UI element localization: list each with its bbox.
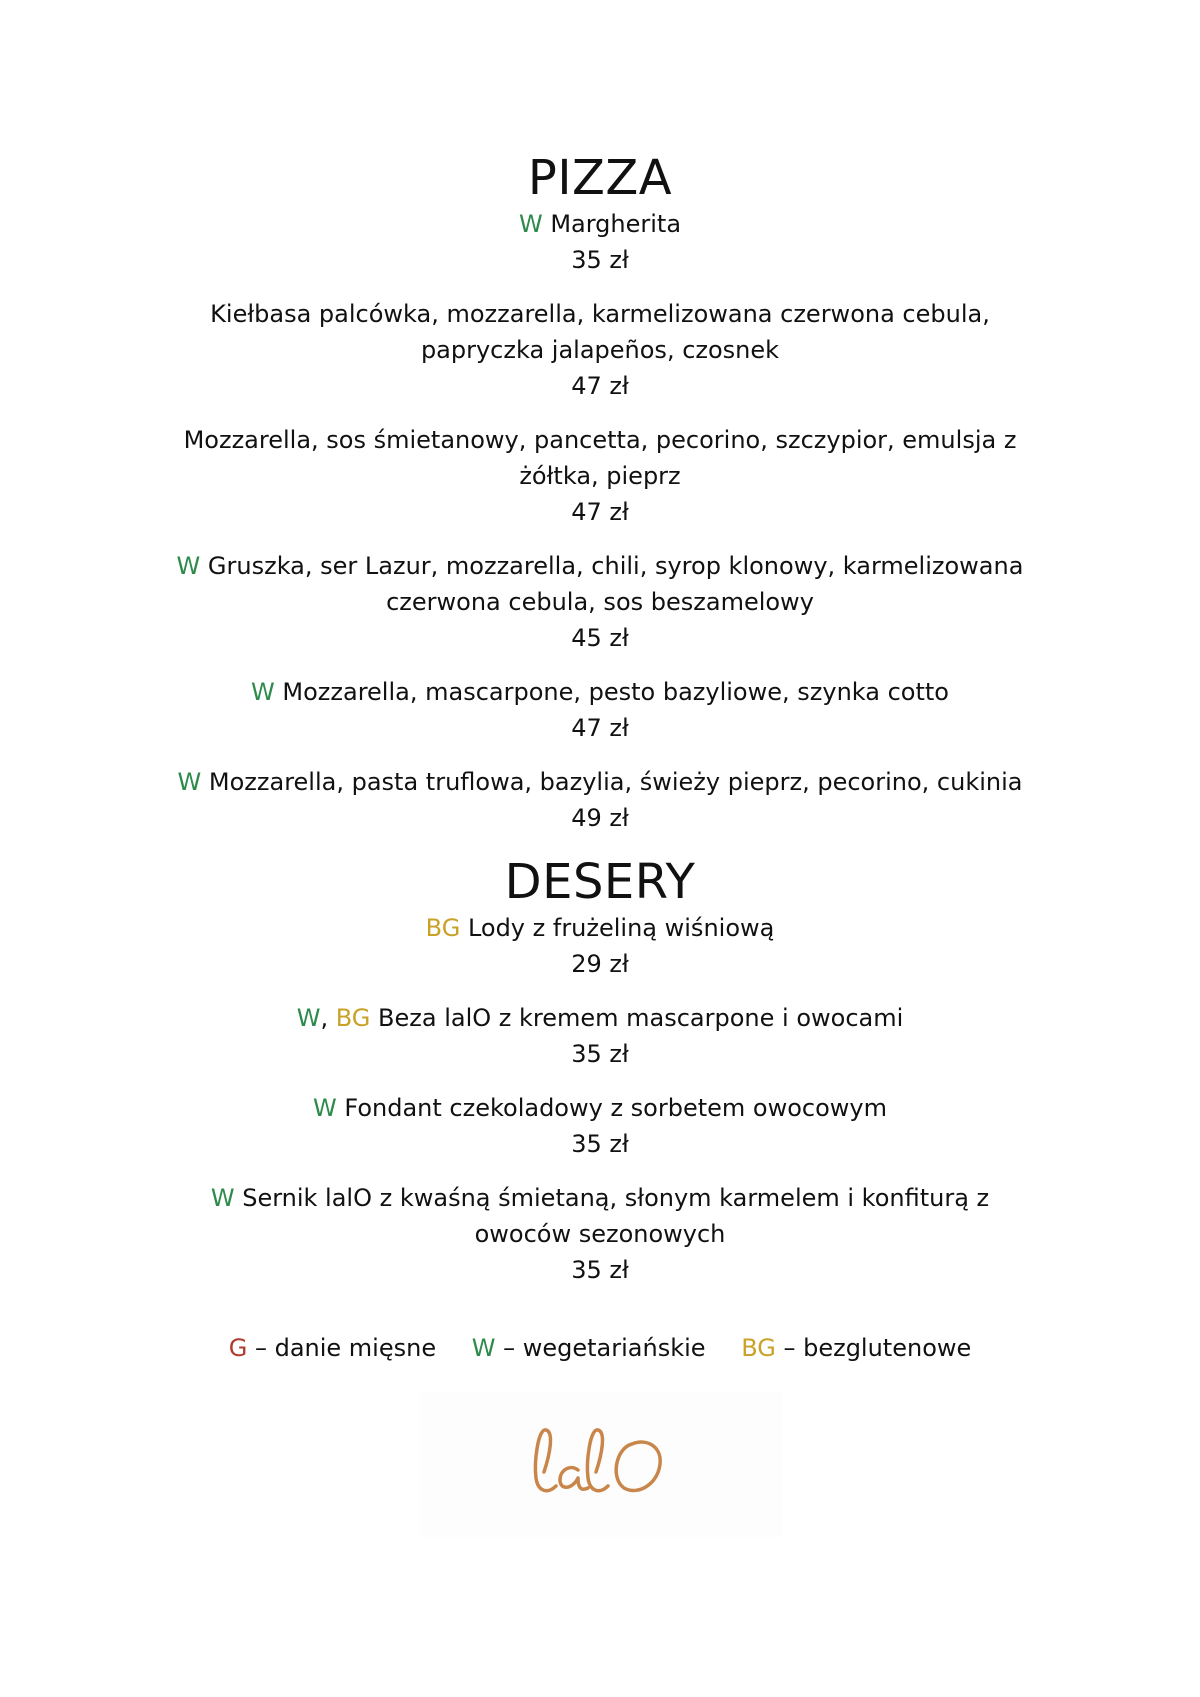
legend-gluten-free xyxy=(741,1334,971,1362)
tag-separator: , xyxy=(320,1004,329,1032)
vegetarian-tag: W xyxy=(518,210,543,238)
item-description xyxy=(120,1000,1080,1036)
menu-item xyxy=(120,548,1080,656)
item-price: 35 zł xyxy=(571,1130,629,1158)
legend-gluten-free-label: – bezglutenowe xyxy=(783,1334,972,1362)
vegetarian-tag: W xyxy=(471,1334,496,1362)
vegetarian-tag: W xyxy=(296,1004,321,1032)
item-description xyxy=(120,548,1080,620)
item-description xyxy=(120,910,1080,946)
item-name: Mozzarella, sos śmietanowy, pancetta, pecorino, szczypior, emulsja z żółtka, pieprz xyxy=(183,426,1017,490)
lalo-logo xyxy=(420,1392,782,1537)
item-name: Margherita xyxy=(550,210,682,238)
legend-meat-label: – danie mięsne xyxy=(254,1334,437,1362)
item-name: Lody z frużeliną wiśniową xyxy=(467,914,775,942)
menu-item xyxy=(120,1000,1080,1072)
item-name: Kiełbasa palcówka, mozzarella, karmelizowana czerwona cebula, papryczka jalapeños, czosnek xyxy=(210,300,990,364)
menu-content xyxy=(120,150,1080,1306)
menu-item xyxy=(120,422,1080,530)
legend xyxy=(120,1330,1080,1366)
menu-item xyxy=(120,764,1080,836)
menu-item xyxy=(120,296,1080,404)
gluten-free-tag: BG xyxy=(741,1334,776,1362)
item-name: Mozzarella, mascarpone, pesto bazyliowe, szynka cotto xyxy=(282,678,949,706)
legend-vegetarian xyxy=(472,1334,713,1362)
item-price: 47 zł xyxy=(571,498,629,526)
legend-vegetarian-label: – wegetariańskie xyxy=(503,1334,706,1362)
vegetarian-tag: W xyxy=(177,768,202,796)
gluten-free-tag: BG xyxy=(425,914,461,942)
item-description xyxy=(120,1180,1080,1252)
item-price: 49 zł xyxy=(571,804,629,832)
menu-item xyxy=(120,910,1080,982)
vegetarian-tag: W xyxy=(210,1184,235,1212)
vegetarian-tag: W xyxy=(251,678,275,706)
legend-meat xyxy=(229,1334,444,1362)
item-name: Beza lalO z kremem mascarpone i owocami xyxy=(378,1004,904,1032)
gluten-free-tag: BG xyxy=(335,1004,371,1032)
item-description xyxy=(120,296,1080,368)
item-description xyxy=(120,764,1080,800)
menu-item xyxy=(120,674,1080,746)
item-price: 29 zł xyxy=(571,950,629,978)
section-title-pizza: PIZZA xyxy=(527,150,673,206)
item-price: 45 zł xyxy=(571,624,629,652)
vegetarian-tag: W xyxy=(176,552,201,580)
item-description xyxy=(120,206,1080,242)
menu-item xyxy=(120,206,1080,278)
item-description xyxy=(120,674,1080,710)
item-name: Mozzarella, pasta truflowa, bazylia, świeży pieprz, pecorino, cukinia xyxy=(208,768,1023,796)
item-description xyxy=(120,422,1080,494)
menu-item xyxy=(120,1180,1080,1288)
item-price: 35 zł xyxy=(571,246,629,274)
lalo-logo-icon xyxy=(420,1392,782,1537)
item-price: 35 zł xyxy=(571,1040,629,1068)
item-name: Sernik lalO z kwaśną śmietaną, słonym karmelem i konfiturą z owoców sezonowych xyxy=(242,1184,990,1248)
menu-item xyxy=(120,1090,1080,1162)
item-price: 35 zł xyxy=(571,1256,629,1284)
item-price: 47 zł xyxy=(571,714,629,742)
item-price: 47 zł xyxy=(571,372,629,400)
section-title-desery: DESERY xyxy=(504,854,696,910)
vegetarian-tag: W xyxy=(313,1094,337,1122)
item-name: Gruszka, ser Lazur, mozzarella, chili, syrop klonowy, karmelizowana czerwona cebula, sos beszamelowy xyxy=(207,552,1024,616)
item-name: Fondant czekoladowy z sorbetem owocowym xyxy=(344,1094,887,1122)
meat-tag: G xyxy=(228,1334,248,1362)
item-description xyxy=(120,1090,1080,1126)
